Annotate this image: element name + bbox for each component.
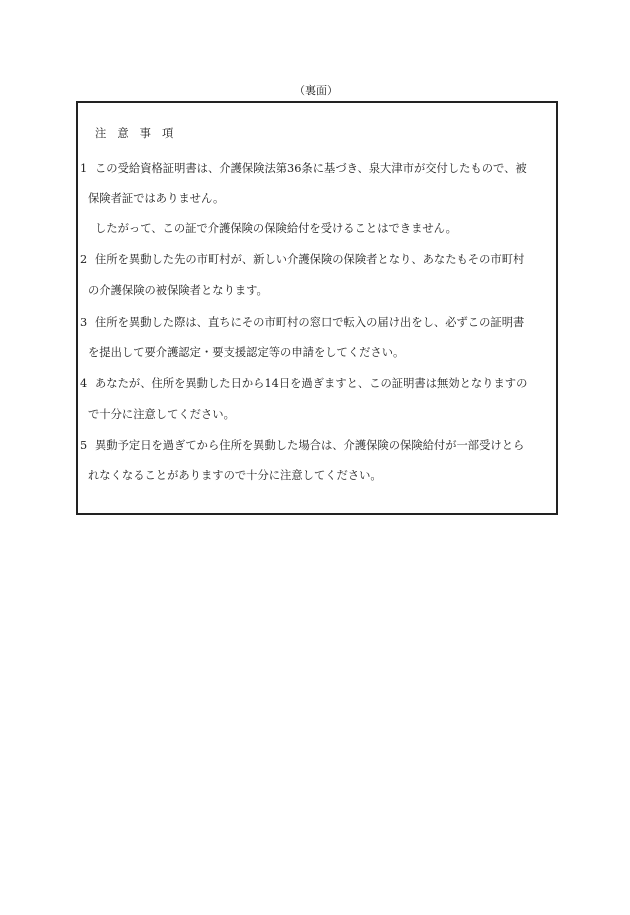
note-text: 異動予定日を過ぎてから住所を異動した場合は、介護保険の保険給付が一部受けとら bbox=[95, 439, 525, 452]
note-number: 3 bbox=[80, 316, 88, 329]
note-number: 1 bbox=[80, 162, 88, 175]
note-text: 住所を異動した先の市町村が、新しい介護保険の保険者となり、あなたもその市町村 bbox=[95, 253, 525, 266]
note-5 bbox=[80, 438, 524, 454]
note-text: の介護保険の被保険者となります。 bbox=[88, 284, 268, 297]
note-4 bbox=[80, 376, 527, 392]
heading-char: 注 bbox=[95, 127, 107, 140]
note-text: 保険者証ではありません。 bbox=[88, 192, 225, 205]
note-text: を提出して要介護認定・要支援認定等の申請をしてください。 bbox=[88, 346, 405, 359]
note-2 bbox=[80, 252, 524, 268]
note-text: で十分に注意してください。 bbox=[88, 408, 235, 421]
heading-char: 項 bbox=[161, 127, 174, 140]
note-number: 4 bbox=[80, 377, 88, 390]
note-1 bbox=[80, 161, 527, 177]
note-number: 2 bbox=[80, 253, 88, 266]
note-3 bbox=[80, 315, 524, 331]
note-text: この受給資格証明書は、介護保険法第36条に基づき、泉大津市が交付したもので、被 bbox=[95, 162, 527, 175]
page-side-label: （裏面） bbox=[294, 84, 338, 97]
notes-heading bbox=[95, 126, 184, 142]
heading-char: 意 bbox=[117, 127, 129, 140]
heading-char: 事 bbox=[139, 127, 151, 140]
note-number: 5 bbox=[80, 439, 88, 452]
note-text: したがって、この証で介護保険の保険給付を受けることはできません。 bbox=[95, 222, 457, 235]
note-text: れなくなることがありますので十分に注意してください。 bbox=[88, 469, 382, 482]
note-text: 住所を異動した際は、直ちにその市町村の窓口で転入の届け出をし、必ずこの証明書 bbox=[95, 316, 525, 329]
note-text: あなたが、住所を異動した日から14日を過ぎますと、この証明書は無効となりますの bbox=[95, 377, 528, 390]
